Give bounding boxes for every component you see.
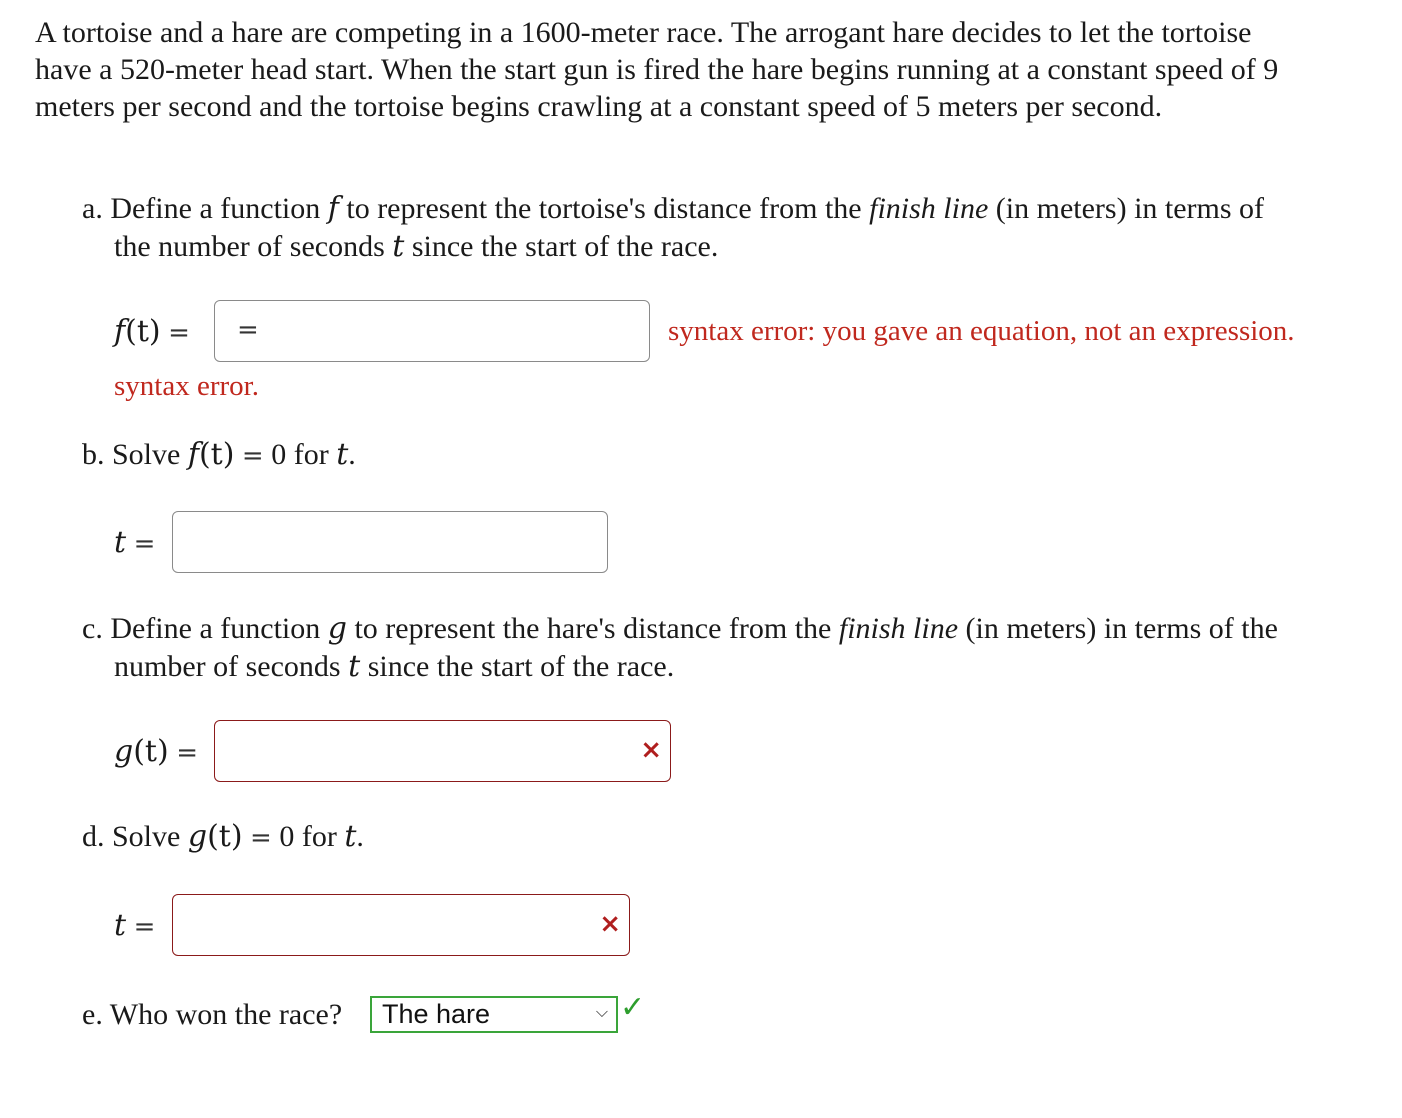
part-c-label-eq: = (176, 738, 198, 768)
part-d-label-eq: = (133, 912, 156, 942)
intro-line-2: have a 520-meter head start. When the start gun is fired the hare begins running at a constant speed of 9 (35, 53, 1279, 86)
part-c-prompt-line-2 (114, 648, 674, 685)
part-d-prompt (82, 818, 364, 857)
part-c-var: t (348, 649, 361, 684)
part-b-text: 0 for (271, 438, 329, 471)
part-c-label (114, 733, 198, 772)
part-e-question: Who won the race? (109, 998, 343, 1031)
part-d-fn: g (187, 819, 208, 854)
part-d-text: 0 for (279, 820, 337, 853)
f-input-value: = (237, 315, 259, 345)
part-c-text: number of seconds (114, 650, 341, 683)
part-d-label-var: t (114, 908, 127, 943)
t-input-d[interactable] (172, 894, 630, 956)
part-a-var: t (392, 229, 405, 264)
syntax-error-below: syntax error. (114, 370, 259, 402)
part-d-marker: d. (82, 820, 105, 853)
t-input-b[interactable] (172, 511, 608, 573)
winner-select[interactable] (370, 996, 618, 1033)
part-d-period: . (356, 820, 364, 853)
part-c-text: since the start of the race. (367, 650, 675, 683)
f-input[interactable] (214, 300, 650, 362)
part-a-text: since the start of the race. (411, 230, 719, 263)
part-b-label-eq: = (133, 529, 156, 559)
g-input[interactable] (214, 720, 671, 782)
part-d-label (114, 907, 155, 946)
incorrect-x-icon: × (640, 735, 662, 765)
part-c-text: to represent the hare's distance from the (354, 612, 832, 645)
incorrect-x-icon: × (599, 909, 621, 939)
part-a-text: Define a function (110, 192, 321, 225)
part-c-marker: c. (82, 612, 103, 645)
part-c-prompt-line-1 (82, 610, 1278, 647)
part-b-label (114, 524, 155, 563)
part-d-eq: = (250, 823, 272, 853)
part-b-period: . (348, 438, 356, 471)
correct-check-icon: ✓ (620, 990, 646, 1025)
part-c-emphasis: finish line (838, 612, 959, 645)
part-a-text: (in meters) in terms of (995, 192, 1265, 225)
part-b-arg: (t) (198, 437, 235, 472)
part-a-prompt-line-1 (82, 190, 1264, 227)
chevron-down-icon: ⌵ (595, 1002, 608, 1021)
part-a-label (114, 313, 190, 352)
part-d-text: Solve (112, 820, 181, 853)
part-a-marker: a. (82, 192, 103, 225)
part-a-fn: f (327, 191, 339, 226)
syntax-error-inline: syntax error: you gave an equation, not an expression. (668, 315, 1295, 347)
winner-select-value: The hare (382, 999, 491, 1029)
part-a-label-fn: f (114, 314, 126, 349)
part-b-var: t (336, 437, 349, 472)
part-c-label-arg: (t) (133, 734, 169, 769)
part-a-text: to represent the tortoise's distance from the (346, 192, 862, 225)
part-b-prompt (82, 436, 356, 475)
part-c-text: Define a function (110, 612, 321, 645)
part-e-prompt (82, 996, 342, 1033)
part-d-var: t (344, 819, 357, 854)
part-a-label-arg: (t) (125, 314, 161, 349)
part-d-arg: (t) (207, 819, 243, 854)
part-b-label-var: t (114, 525, 127, 560)
part-b-text: Solve (112, 438, 181, 471)
part-e-marker: e. (82, 998, 103, 1031)
part-b-fn: f (187, 437, 199, 472)
intro-line-1: A tortoise and a hare are competing in a 1600-meter race. The arrogant hare decides to let the tortoise (35, 16, 1252, 49)
part-b-marker: b. (82, 438, 105, 471)
part-b-eq: = (241, 441, 264, 471)
part-c-text: (in meters) in terms of the (965, 612, 1278, 645)
part-a-emphasis: finish line (869, 192, 989, 225)
part-c-fn: g (327, 611, 347, 646)
part-a-label-eq: = (168, 318, 190, 348)
part-a-prompt-line-2 (114, 228, 718, 265)
part-a-text: the number of seconds (114, 230, 385, 263)
part-c-label-fn: g (114, 734, 134, 769)
intro-line-3: meters per second and the tortoise begins crawling at a constant speed of 5 meters per second. (35, 90, 1163, 123)
